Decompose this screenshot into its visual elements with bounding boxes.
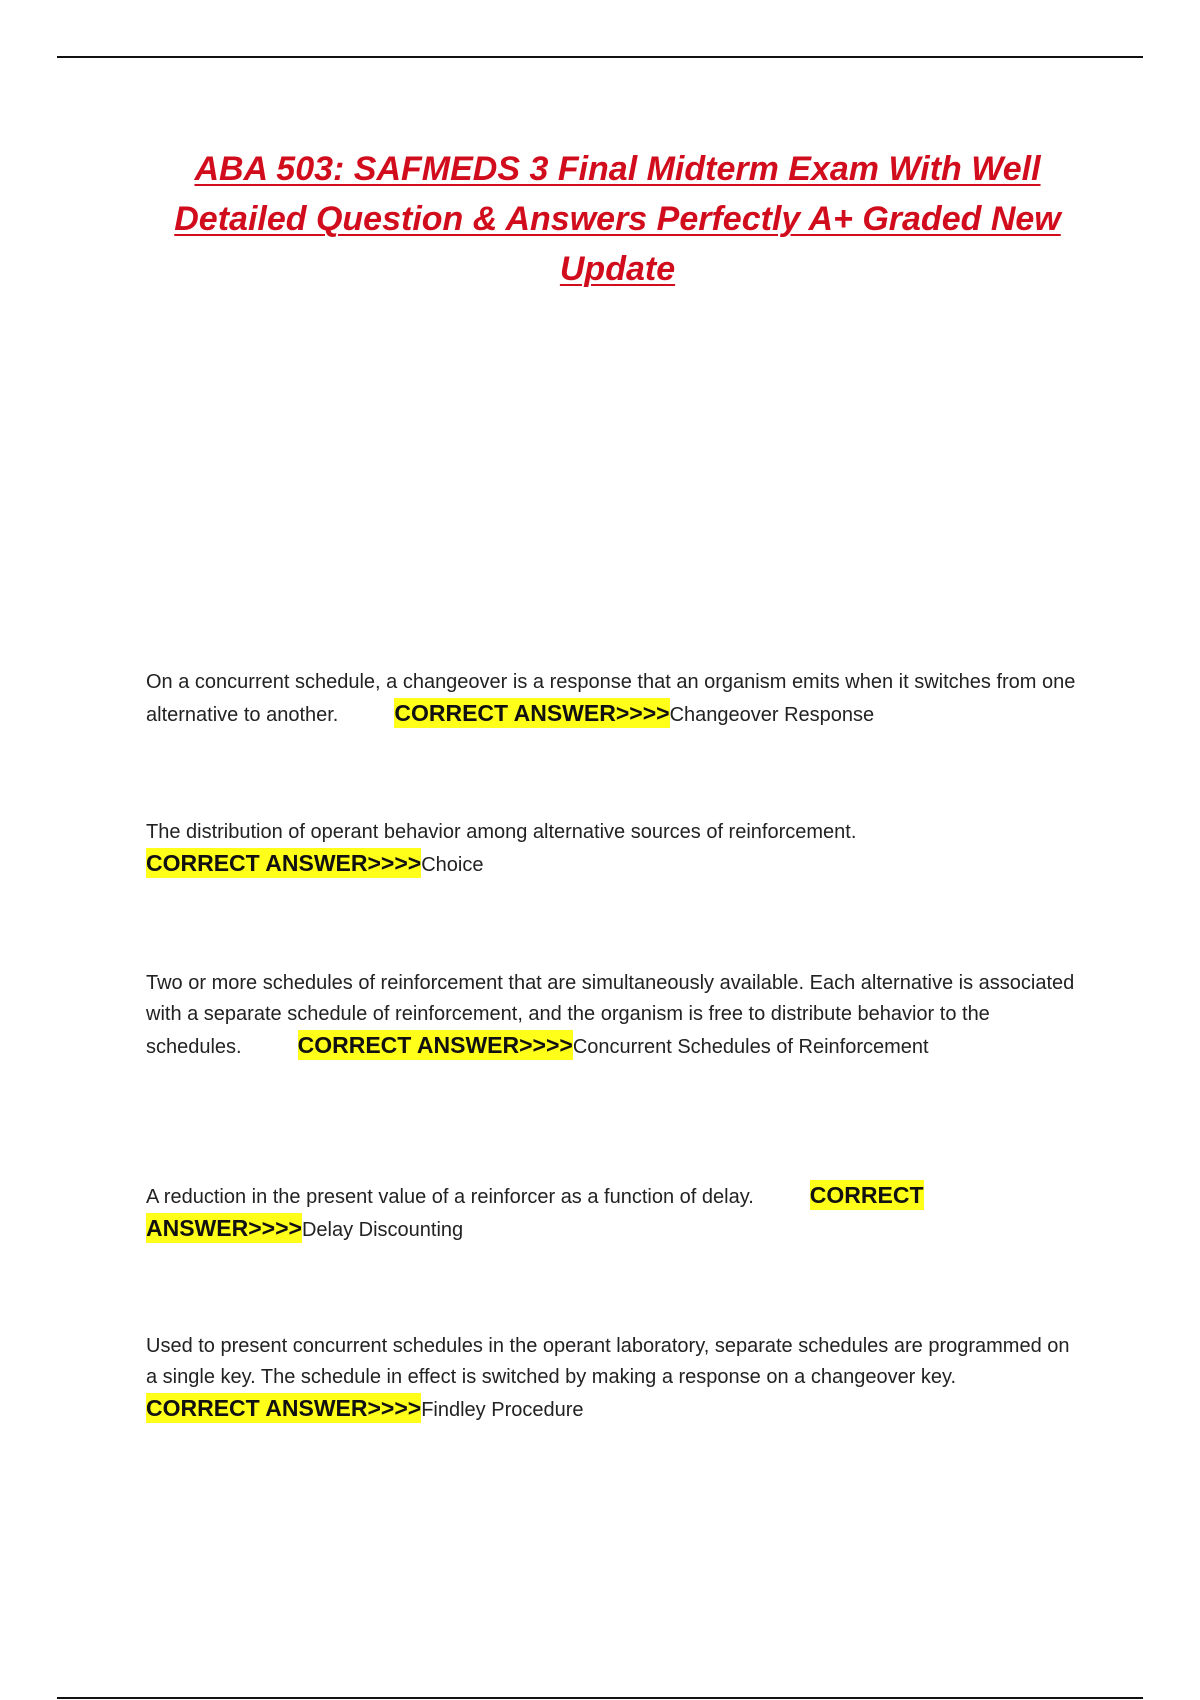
footer-rule [57,1697,1143,1699]
correct-answer-marker: CORRECT ANSWER>>>> [146,1395,422,1421]
correct-answer-marker: CORRECT ANSWER>>>> [394,700,670,726]
correct-answer-marker: CORRECT ANSWER>>>> [297,1032,573,1058]
document-title: ABA 503: SAFMEDS 3 Final Midterm Exam With Well Detailed Question & Answers Perfectly A+ Graded New Update [174,150,1061,288]
answer-text: Choice [421,854,484,876]
question-text: Used to present concurrent schedules in the operant laboratory, separate schedules are programmed on a single key. The schedule in effect is switched by making a response on a changeover key. [146,1335,1070,1388]
correct-answer-marker: CORRECT ANSWER>>>> [146,1182,924,1241]
qa-item [146,968,1076,1063]
correct-answer-marker: CORRECT ANSWER>>>> [146,850,422,876]
answer-text: Delay Discounting [301,1219,464,1241]
qa-item [146,817,1076,881]
answer-text: Concurrent Schedules of Reinforcement [572,1036,929,1058]
qa-item [146,667,1076,731]
header-rule [57,56,1143,58]
question-text: Two or more schedules of reinforcement that are simultaneously available. Each alternative is associated with a separate schedule of reinforcement, and the organism is free to distribute behavior to the schedules. [146,972,1075,1058]
qa-item [146,1331,1076,1426]
question-text: A reduction in the present value of a reinforcer as a function of delay. [146,1186,754,1208]
question-text: The distribution of operant behavior among alternative sources of reinforcement. [146,821,857,843]
qa-item [146,1180,1076,1246]
answer-text: Changeover Response [669,704,875,726]
question-text: On a concurrent schedule, a changeover is a response that an organism emits when it switches from one alternative to another. [146,671,1076,726]
answer-text: Findley Procedure [421,1399,584,1421]
